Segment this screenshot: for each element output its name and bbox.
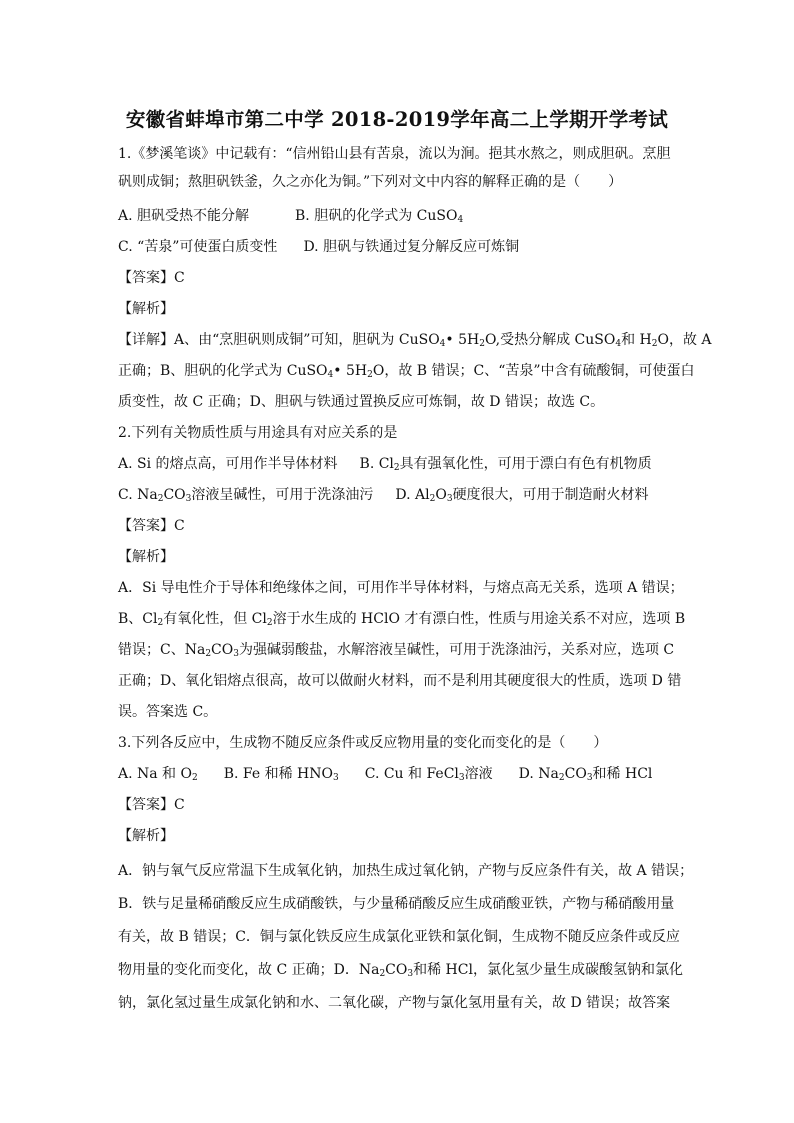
q3-stem: 3.下列各反应中，生成物不随反应条件或反应物用量的变化而变化的是（ ） (118, 735, 608, 751)
q3-option-c: C. Cu 和 FeCl (364, 766, 459, 782)
q3-option-a: A. Na 和 O (118, 766, 192, 782)
q3-analysis-line-1: A．钠与氧气反应常温下生成氧化钠，加热生成过氧化钠，产物与反应条件有关，故 A 错误； (118, 863, 694, 879)
q3-analysis-4c: 和稀 HCl，氯化氢少量生成碳酸氢钠和氯化 (413, 962, 683, 978)
subscript: 2 (479, 339, 485, 349)
q3-analysis-label: 【解析】 (118, 828, 174, 844)
q3-analysis-4b: CO (385, 962, 408, 978)
q2-analysis-3c: 为强碱弱酸盐，水解溶液呈碱性，可用于洗涤油污，关系对应，选项 C (238, 642, 675, 658)
q1-stem-text-2: 矾则成铜；熬胆矾铁釜，久之亦化为铜。”下列对文中内容的解释正确的是（ ） (118, 174, 623, 190)
subscript: 4 (327, 370, 334, 380)
subscript: 2 (393, 463, 400, 473)
q1-option-b: B. 胆矾的化学式为 CuSO (295, 208, 458, 224)
q1-detail-2c: O，故 B 错误；C、“苦泉”中含有硫酸铜，可使蛋白 (372, 363, 695, 379)
q1-options-cd (118, 237, 684, 257)
q2-option-d-formula: O (435, 487, 447, 503)
q1-detail-2b: • 5H (333, 363, 368, 379)
q2-option-c-formula: CO (163, 487, 186, 503)
q2-stem: 2.下列有关物质性质与用途具有对应关系的是 (118, 425, 398, 441)
subscript: 4 (457, 215, 464, 225)
q1-option-c: C. “苦泉”可使蛋白质变性 (118, 239, 278, 255)
subscript: 2 (157, 494, 164, 504)
subscript: 3 (233, 649, 239, 659)
subscript: 3 (586, 773, 593, 783)
q1-detail-line-3: 质变性，故 C 正确；D、胆矾与铁通过置换反应可炼铜，故 D 错误；故选 C。 (118, 394, 605, 410)
q3-option-b: B. Fe 和稀 HNO (223, 766, 333, 782)
q3-option-d-formula: CO (564, 766, 587, 782)
subscript: 2 (429, 494, 436, 504)
q1-option-d: D. 胆矾与铁通过复分解反应可炼铜 (303, 239, 520, 255)
q2-option-d-text: 硬度很大，可用于制造耐火材料 (452, 487, 649, 503)
subscript: 3 (185, 494, 192, 504)
q2-option-b: B. Cl (359, 456, 394, 472)
subscript: 2 (192, 773, 198, 783)
q1-detail-line-1 (118, 330, 712, 350)
q2-option-a: A. Si 的熔点高，可用作半导体材料 (118, 456, 338, 472)
q1-stem-text-1: 1.《梦溪笔谈》中记载有：“信州铅山县有苦泉，流以为涧。挹其水熬之，则成胆矾。烹胆 (118, 146, 671, 162)
subscript: 4 (615, 339, 622, 349)
subscript: 4 (439, 339, 446, 349)
q2-option-c-text: 溶液呈碱性，可用于洗涤油污 (191, 487, 374, 503)
q3-analysis-line-2: B．铁与足量稀硝酸反应生成硝酸铁，与少量稀硝酸反应生成硝酸亚铁，产物与稀硝酸用量 (118, 896, 675, 912)
subscript: 2 (266, 618, 273, 628)
q3-analysis-line-3: 有关，故 B 错误；C．铜与氯化铁反应生成氯化亚铁和氯化铜，生成物不随反应条件或反应 (118, 929, 680, 945)
subscript: 3 (407, 969, 414, 979)
q2-analysis-line-3 (118, 640, 684, 660)
q2-analysis-line-4: 正确；D、氧化铝熔点很高，故可以做耐火材料，而不是利用其硬度很大的性质，选项 D 错 (118, 673, 682, 689)
q1-detail-1e: O，故 A (657, 332, 712, 348)
q3-analysis-4a: 物用量的变化而变化，故 C 正确；D．Na (118, 962, 380, 978)
q1-stem-line-1 (118, 144, 684, 164)
q3-option-d-text: 和稀 HCl (592, 766, 653, 782)
q1-option-a: A. 胆矾受热不能分解 (118, 208, 250, 224)
q3-option-c-text: 溶液 (464, 766, 493, 782)
subscript: 3 (446, 494, 453, 504)
q1-detail-1a: 【详解】A、由“烹胆矾则成铜”可知，胆矾为 CuSO (118, 332, 440, 348)
subscript: 2 (205, 649, 212, 659)
q1-detail-1b: • 5H (445, 332, 480, 348)
q1-answer: 【答案】C (118, 270, 185, 286)
subscript: 2 (379, 969, 386, 979)
q1-detail-line-2 (118, 361, 695, 381)
subscript: 3 (333, 773, 339, 783)
q2-analysis-3b: CO (211, 642, 234, 658)
subscript: 2 (651, 339, 658, 349)
q3-answer: 【答案】C (118, 797, 185, 813)
q2-options-ab (118, 454, 684, 474)
q1-detail-2a: 正确；B、胆矾的化学式为 CuSO (118, 363, 328, 379)
q2-option-d: D. Al (395, 487, 430, 503)
q2-analysis-2b: 有氧化性，但 Cl (163, 611, 267, 627)
q1-detail-1c: O,受热分解成 CuSO (484, 332, 616, 348)
q3-option-d: D. Na (518, 766, 559, 782)
q2-analysis-2a: B、Cl (118, 611, 158, 627)
q2-options-cd (118, 485, 684, 505)
page-title: 安徽省蚌埠市第二中学 2018-2019学年高二上学期开学考试 (125, 108, 669, 131)
q3-analysis-line-5: 钠，氯化氢过量生成氯化钠和水、二氧化碳，产物与氯化氢用量有关，故 D 错误；故答案 (118, 995, 671, 1011)
q1-detail-1d: 和 H (621, 332, 652, 348)
subscript: 2 (558, 773, 565, 783)
q2-analysis-2c: 溶于水生成的 HClO 才有漂白性，性质与用途关系不对应，选项 B (272, 611, 686, 627)
q1-options-ab (118, 206, 684, 226)
q2-analysis-line-5: 误。答案选 C。 (118, 704, 218, 720)
q2-option-c: C. Na (118, 487, 158, 503)
q3-analysis-line-4 (118, 960, 684, 980)
q2-analysis-label: 【解析】 (118, 549, 174, 565)
subscript: 3 (458, 773, 465, 783)
subscript: 2 (157, 618, 164, 628)
q2-answer: 【答案】C (118, 518, 185, 534)
q3-options (118, 764, 684, 784)
q2-analysis-line-2 (118, 609, 684, 629)
q2-option-b-text: 具有强氧化性，可用于漂白有色有机物质 (399, 456, 652, 472)
q2-analysis-3a: 错误；C、Na (118, 642, 206, 658)
q2-analysis-line-1: A．Si 导电性介于导体和绝缘体之间，可用作半导体材料，与熔点高无关系，选项 A 错误； (118, 580, 684, 596)
q1-stem-line-2 (118, 172, 684, 192)
q1-analysis-label: 【解析】 (118, 301, 174, 317)
subscript: 2 (367, 370, 373, 380)
